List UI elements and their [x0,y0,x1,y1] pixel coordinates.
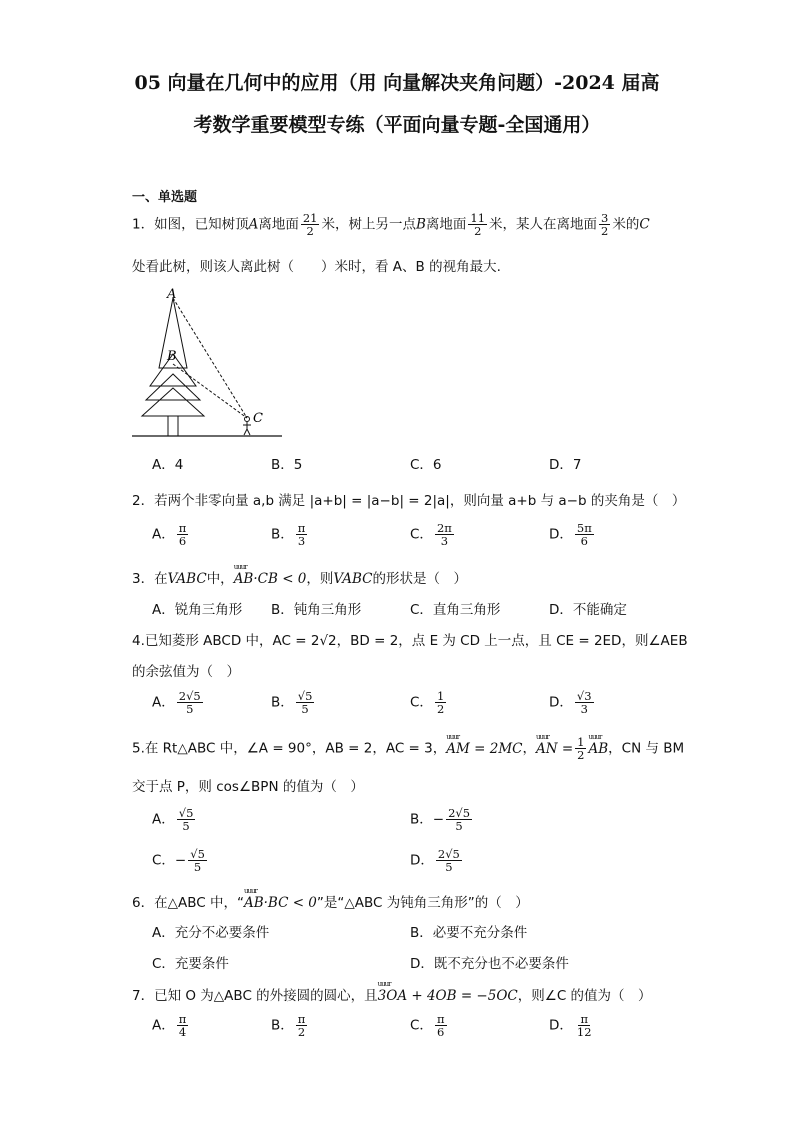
q5-option-b [410,807,474,832]
q7-vector-expression: uuur 3OA + 4OB = −5OC [378,988,518,1004]
q1-option-a: A．4 [152,457,184,473]
q4-line-1: 4.已知菱形 ABCD 中，AC = 2√2，BD = 2，点 E 为 CD 上一点，且 CE = 2ED，则∠AEB [132,633,688,649]
q1-point-a: A [248,216,259,233]
q6-option-a: A．充分不必要条件 [152,925,270,941]
q2-option-d-letter: D． [549,526,573,543]
q2-d-den: 6 [580,534,588,549]
q5-option-a-letter: A． [152,811,175,828]
q3-triangle-2: VABC [333,571,373,587]
q1-option-c: C．6 [410,457,442,473]
q5-option-d-frac [436,848,462,873]
q5-frac-num: 1 [577,735,585,749]
q4-b-num: √5 [297,689,313,703]
tree-tier-3 [146,374,200,400]
q7-c-den: 6 [437,1025,445,1040]
q1-text-c: 米，树上另一点 [321,216,416,233]
person-leg-right [247,429,250,435]
q2-a-num: π [178,521,187,535]
q3-vector-expression: uuur AB·CB < 0 [234,571,307,587]
q4-option-c [410,690,448,715]
q1-line-2: 处看此树，则该人离此树（ ）米时，看 A、B 的视角最大. [132,259,501,275]
q4-option-b [271,690,316,715]
q2-option-d [549,522,596,547]
q2-option-c [410,522,456,547]
q2-a-den: 6 [178,534,187,549]
q7-option-c [410,1013,449,1038]
q7-option-d [549,1013,596,1038]
q1-fraction-2 [468,212,487,237]
q4-option-d-frac [575,690,594,715]
q4-option-a [152,690,205,715]
q6-text [132,891,529,911]
q7-option-d-letter: D． [549,1017,573,1034]
q1-text-f: 米的 [612,216,640,233]
figure-label-b: B [167,349,177,364]
q2-option-a [152,522,190,547]
q7-option-a [152,1013,190,1038]
q1-option-d: D．7 [549,457,582,473]
q4-option-c-letter: C． [410,694,433,711]
q7-a-num: π [178,1012,187,1026]
q1-text-b: 离地面 [258,216,299,233]
q5-vector-am: uuur AM = 2MC [446,741,522,757]
q7-option-b-frac [296,1013,308,1038]
q4-option-a-letter: A． [152,694,175,711]
q1-fraction-3 [599,212,610,237]
q5-c-num: √5 [190,847,205,861]
q3-option-d: D．不能确定 [549,602,627,618]
q6-text-c: ”是“△ABC 为钝角三角形”的（ ） [316,895,529,911]
q7-option-d-frac [575,1013,594,1038]
q4-a-den: 5 [186,702,194,717]
q4-c-den: 2 [436,702,445,717]
q7-d-den: 12 [576,1025,592,1040]
q3-triangle-1: VABC [167,571,207,587]
q1-line-1 [132,212,650,237]
q7-text [132,984,652,1004]
q1-f1-den: 2 [306,224,314,239]
q3-option-b: B．钝角三角形 [271,602,362,618]
q2-option-b-frac [296,522,308,547]
q4-option-d-letter: D． [549,694,573,711]
q1-f3-num: 3 [601,211,609,225]
q5-b-num: 2√5 [448,806,471,820]
q5-option-d-letter: D． [410,852,434,869]
q5-d-den: 5 [445,860,453,875]
section-heading: 一、单选题 [132,190,198,205]
document-title-line-1: 05 向量在几何中的应用（用 向量解决夹角问题）-2024 届高 [134,72,660,94]
q5-option-c-frac [188,848,207,873]
q2-text: 2．若两个非零向量 a,b 满足 |a+b| = |a−b| = 2|a|，则向量 a+b 与 a−b 的夹角是（ ） [132,493,686,509]
q5-b-den: 5 [455,819,463,834]
q5-option-d [410,848,464,873]
q7-option-b-letter: B． [271,1017,294,1034]
tree-tier-4 [142,388,204,416]
q5-text-a: 5.在 Rt△ABC 中，∠A = 90°，AB = 2，AC = 3， [132,740,447,757]
q5-fraction [575,736,586,761]
q5-text-f: ，CN 与 BM [608,740,685,757]
q2-option-b [271,522,309,547]
q3-text-e: ，则 [306,571,334,587]
q5-vector-ab: uuur AB [588,741,608,757]
q2-b-num: π [297,521,306,535]
q7-b-den: 2 [297,1025,306,1040]
q2-b-den: 3 [297,534,306,549]
q6-vector-expression: uuur AB·BC < 0 [244,895,317,911]
q3-text-a: 3．在 [132,571,168,587]
sight-line-b [173,364,247,418]
q4-line-2: 的余弦值为（ ） [132,664,240,680]
q7-d-num: π [580,1012,588,1026]
q1-f1-num: 21 [302,211,318,225]
q1-fraction-1 [301,212,320,237]
q4-option-c-frac [435,690,446,715]
q7-text-c: ，则∠C 的值为（ ） [517,988,652,1004]
q1-option-b: B．5 [271,457,303,473]
q5-option-a-frac [177,807,196,832]
q4-b-den: 5 [301,702,309,717]
q7-b-num: π [297,1012,306,1026]
q3-text-g: 的形状是（ ） [372,571,467,587]
q7-option-b [271,1013,309,1038]
q5-frac-den: 2 [577,748,585,763]
q2-option-c-letter: C． [410,526,433,543]
q5-vector-an: uuur AN = [536,741,573,757]
tree-figure [132,288,292,440]
q7-option-a-letter: A． [152,1017,175,1034]
q7-c-num: π [436,1012,445,1026]
q3-text [132,567,467,587]
q3-option-c: C．直角三角形 [410,602,501,618]
q7-option-a-frac [177,1013,189,1038]
q1-text-d: 离地面 [425,216,467,233]
q2-option-c-frac [435,522,454,547]
q1-point-c: C [639,216,650,233]
q1-text-e: 米，某人在离地面 [489,216,598,233]
q5-option-c [152,848,209,873]
q5-line-1 [132,736,684,761]
document-title-line-2: 考数学重要模型专练（平面向量专题-全国通用） [193,114,601,136]
q7-option-c-frac [435,1013,447,1038]
q1-text-a: 1．如图，已知树顶 [132,216,249,233]
q2-option-a-letter: A． [152,526,175,543]
q1-f3-den: 2 [601,224,609,239]
q5-text-c: ， [522,740,536,757]
q1-f2-num: 11 [470,211,486,225]
q4-option-b-frac [296,690,315,715]
q6-option-b: B．必要不充分条件 [410,925,528,941]
q6-option-c: C．充要条件 [152,956,229,972]
q4-option-b-letter: B． [271,694,294,711]
q4-d-num: √3 [576,689,592,703]
q7-option-c-letter: C． [410,1017,433,1034]
figure-label-a: A [167,288,177,302]
q2-option-d-frac [575,522,594,547]
q5-option-b-frac [446,807,472,832]
q6-option-d: D．既不充分也不必要条件 [410,956,569,972]
person-leg-left [244,429,247,435]
q1-f2-den: 2 [474,224,482,239]
q4-c-num: 1 [436,689,445,703]
q7-text-a: 7．已知 O 为△ABC 的外接圆的圆心，且 [132,988,378,1004]
q5-d-num: 2√5 [437,847,460,861]
q2-option-b-letter: B． [271,526,294,543]
q4-option-d [549,690,596,715]
q5-c-den: 5 [193,860,202,875]
q2-d-num: 5π [576,521,592,535]
q6-text-a: 6．在△ABC 中，“ [132,895,244,911]
q5-line-2: 交于点 P，则 cos∠BPN 的值为（ ） [132,779,364,795]
q2-c-den: 3 [440,534,449,549]
q4-d-den: 3 [580,702,588,717]
q5-a-num: √5 [178,806,194,820]
q7-a-den: 4 [178,1025,187,1040]
q2-option-a-frac [177,522,189,547]
q5-option-c-letter: C．− [152,852,187,869]
q1-point-b: B [415,216,426,233]
q2-c-num: 2π [436,521,452,535]
q4-option-a-frac [177,690,203,715]
q5-option-b-letter: B．− [410,811,445,828]
q3-option-a: A．锐角三角形 [152,602,243,618]
q5-a-den: 5 [182,819,190,834]
q5-option-a [152,807,197,832]
q3-text-c: 中， [206,571,234,587]
figure-label-c: C [253,411,263,426]
q4-a-num: 2√5 [178,689,201,703]
